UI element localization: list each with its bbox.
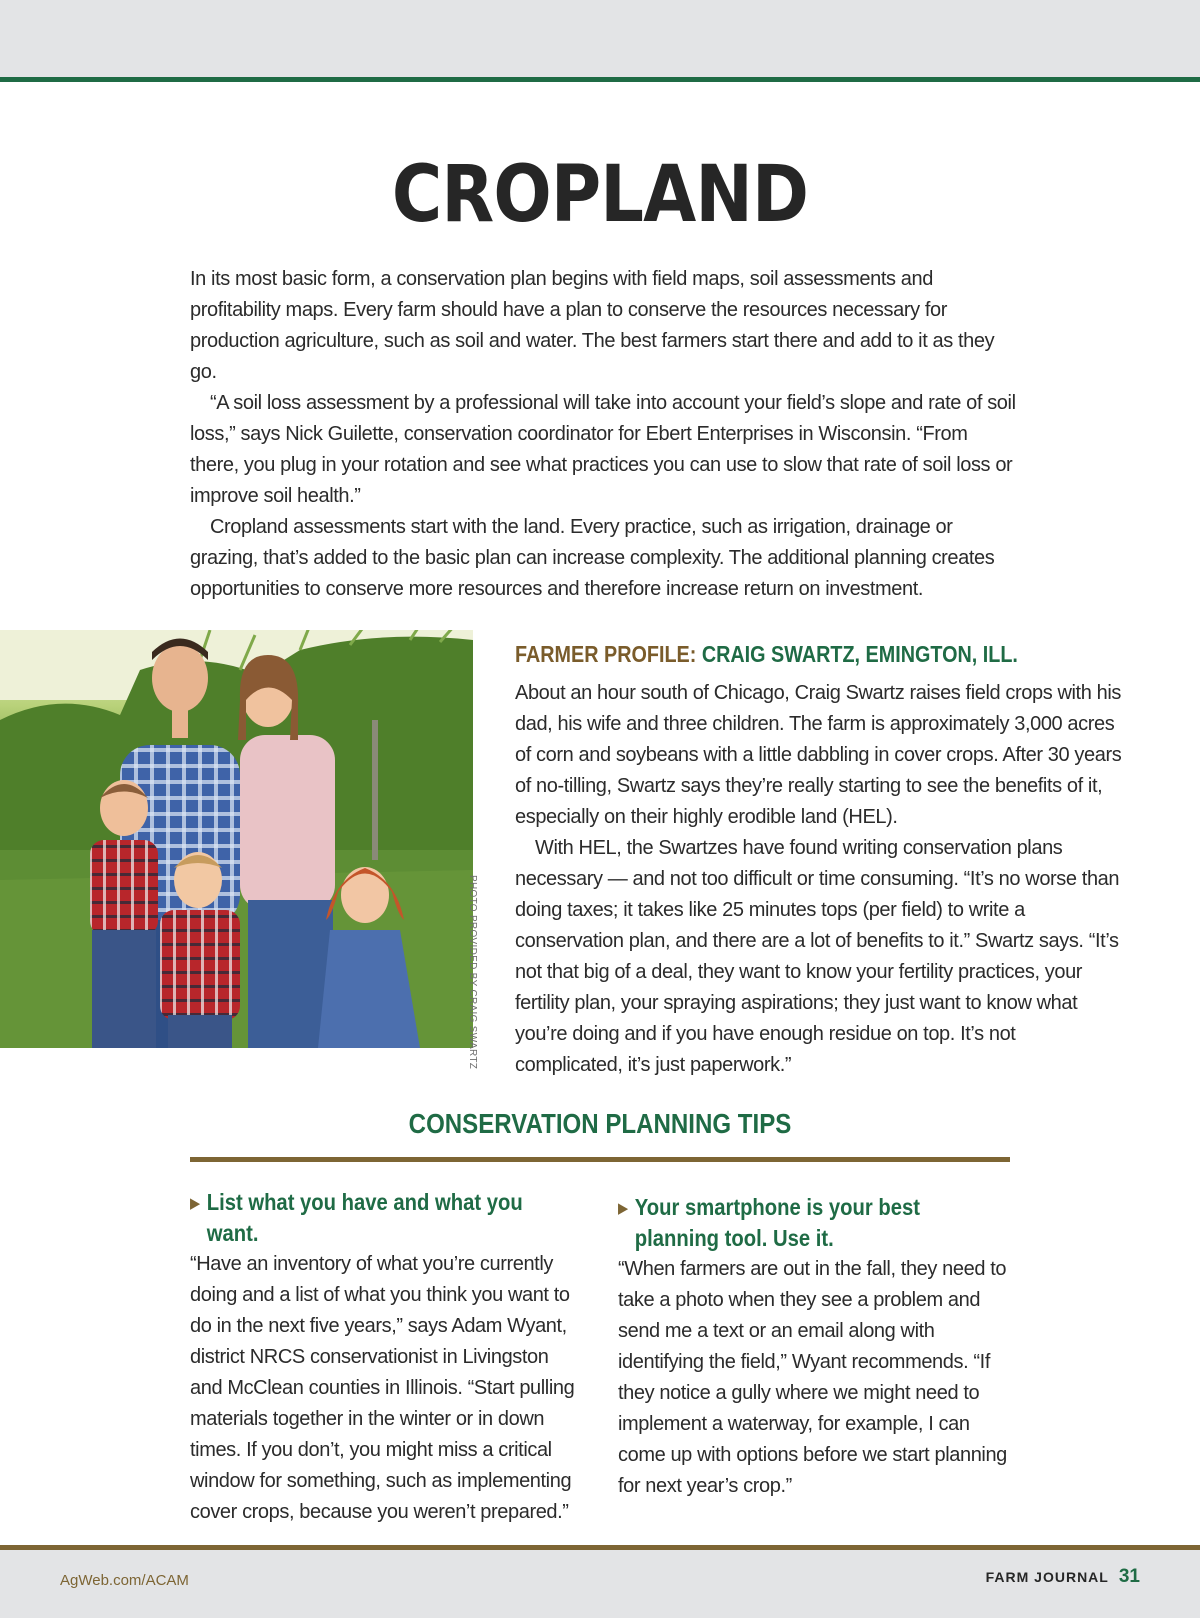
top-band: [0, 0, 1200, 77]
profile-name: CRAIG SWARTZ, EMINGTON, ILL.: [701, 641, 1018, 667]
intro-text: [190, 264, 1020, 605]
profile-heading: [515, 638, 1040, 670]
profile-paragraph: With HEL, the Swartzes have found writing conservation plans necessary — and not too difficult or time consuming. “It’s no worse than doing taxes; it takes like 25 minutes tops (per field) to write a conservation plan, and there are a lot of benefits to it.” Swartz says. “It’s not that big of a deal, they want to know your fertility practices, your fertility plan, your spraying aspirations; they just want to know what you’re doing and if you have enough residue on top. It’s not complicated, it’s just paperwork.”: [515, 837, 1120, 1076]
tip-body: “Have an inventory of what you’re currently doing and a list of what you think you want to do in the next five years,” says Adam Wyant, district NRCS conservationist in Livingston and McClean counties in Illinois. “Start pulling materials together in the winter or in down times. If you don’t, you might miss a critical window for something, such as implementing cover crops, because you weren’t prepared.”: [190, 1253, 575, 1523]
top-rule: [0, 77, 1200, 82]
farmer-profile: [515, 638, 1125, 1081]
tips-title: CONSERVATION PLANNING TIPS: [408, 1108, 792, 1139]
profile-paragraph: About an hour south of Chicago, Craig Swartz raises field crops with his dad, his wife and three children. The farm is approximately 3,000 acres of corn and soybeans with a little dabbling in cover crops. After 30 years of no-tilling, Swartz says they’re really starting to see the benefits of it, especially on their highly erodible land (HEL).: [515, 682, 1122, 828]
page-title: CROPLAND: [391, 150, 809, 240]
tips-rule: [190, 1157, 1010, 1162]
footer-website-link[interactable]: AgWeb.com/ACAM: [60, 1572, 189, 1589]
publication-name: FARM JOURNAL: [985, 1569, 1109, 1585]
triangle-bullet-icon: ▶: [618, 1200, 629, 1217]
footer-publication: [986, 1566, 1140, 1588]
tip-body: “When farmers are out in the fall, they need to take a photo when they see a problem and send me a text or an email along with identifying the field,” Wyant recommends. “If they notice a gully where we might need to implement a waterway, for example, I can come up with options before we start planning for next year’s crop.”: [618, 1258, 1007, 1497]
intro-paragraph: “A soil loss assessment by a professional will take into account your field’s slope and rate of soil loss,” says Nick Guilette, conservation coordinator for Ebert Enterprises in Wisconsin. “From there, you plug in your rotation and see what practices you can use to slow that rate of soil loss or improve soil health.”: [190, 392, 1016, 507]
tip-heading: [618, 1192, 961, 1254]
fence-post: [372, 720, 378, 860]
family-photo: [0, 630, 473, 1048]
intro-paragraph: In its most basic form, a conservation plan begins with field maps, soil assessments and profitability maps. Every farm should have a plan to conserve the resources necessary for production agriculture, such as soil and water. The best farmers start there and add to it as they go.: [190, 268, 995, 383]
intro-paragraph: Cropland assessments start with the land. Every practice, such as irrigation, drainage or grazing, that’s added to the basic plan can increase complexity. The additional planning creates opportunities to conserve more resources and therefore increase return on investment.: [190, 516, 995, 600]
tip-item: [190, 1187, 580, 1528]
tip-item: [618, 1192, 1008, 1502]
page-number: 31: [1118, 1566, 1140, 1587]
triangle-bullet-icon: ▶: [190, 1195, 201, 1212]
tip-heading-text: Your smartphone is your best planning tool. Use it.: [634, 1194, 921, 1251]
family-photo-illustration: [0, 630, 473, 1048]
photo-credit: PHOTO PROVIDED BY CRAIG SWARTZ: [467, 875, 478, 1070]
profile-label: FARMER PROFILE:: [515, 641, 697, 667]
tip-heading: [190, 1187, 533, 1249]
tip-heading-text: List what you have and what you want.: [206, 1189, 523, 1246]
